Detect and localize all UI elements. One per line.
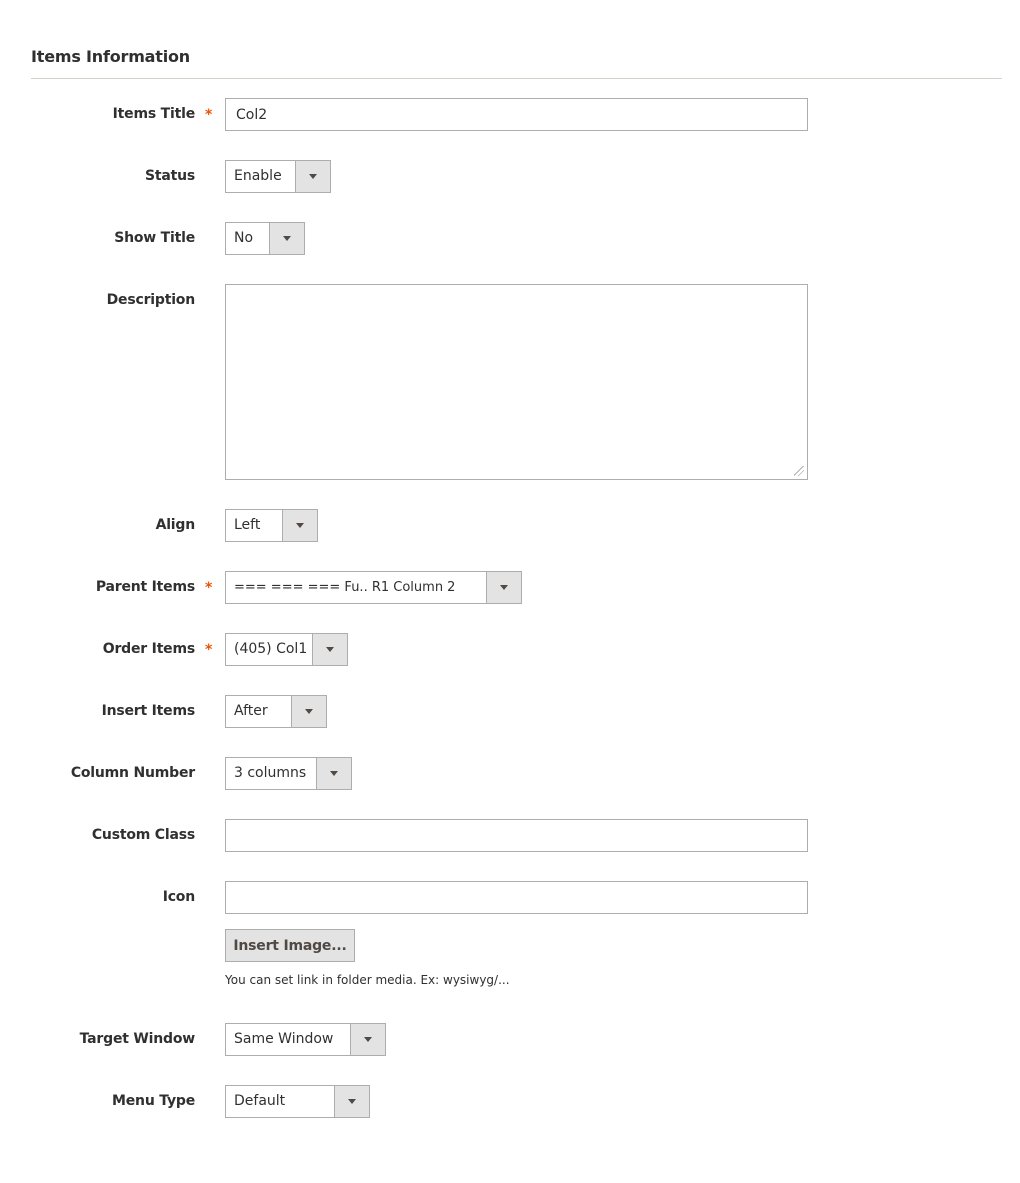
resize-grip-icon[interactable] xyxy=(794,466,804,476)
column-number-label: Column Number xyxy=(70,765,195,781)
show-title-select[interactable] xyxy=(225,222,305,255)
order-items-select-value: (405) Col1 xyxy=(234,641,308,657)
description-textarea[interactable] xyxy=(225,284,808,480)
chevron-down-icon xyxy=(316,758,351,789)
column-number-select-value: 3 columns xyxy=(234,765,307,781)
icon-label: Icon xyxy=(162,889,195,905)
chevron-down-icon xyxy=(334,1086,369,1117)
menu-type-select-value: Default xyxy=(234,1093,286,1109)
chevron-down-icon xyxy=(312,634,347,665)
align-select-value: Left xyxy=(234,517,261,533)
items-title-label: Items Title xyxy=(112,106,195,122)
insert-items-select-value: After xyxy=(234,703,268,719)
parent-items-select[interactable] xyxy=(225,571,522,604)
description-label: Description xyxy=(106,292,195,308)
insert-items-select[interactable] xyxy=(225,695,327,728)
section-divider xyxy=(31,78,1002,79)
parent-items-select-value: === === === Fu.. R1 Column 2 xyxy=(234,580,456,595)
column-number-select[interactable] xyxy=(225,757,352,790)
target-window-select-value: Same Window xyxy=(234,1031,334,1047)
icon-field-note: You can set link in folder media. Ex: wysiwyg/... xyxy=(225,973,510,987)
status-label: Status xyxy=(144,168,195,184)
align-label: Align xyxy=(155,517,195,533)
items-title-required-marker: * xyxy=(205,107,213,123)
parent-items-required-marker: * xyxy=(205,580,213,596)
chevron-down-icon xyxy=(291,696,326,727)
order-items-label: Order Items xyxy=(102,641,195,657)
chevron-down-icon xyxy=(282,510,317,541)
status-select-value: Enable xyxy=(234,168,282,184)
chevron-down-icon xyxy=(295,161,330,192)
icon-input[interactable] xyxy=(225,881,808,914)
chevron-down-icon xyxy=(486,572,521,603)
chevron-down-icon xyxy=(269,223,304,254)
target-window-select[interactable] xyxy=(225,1023,386,1056)
custom-class-input[interactable] xyxy=(225,819,808,852)
order-items-select[interactable] xyxy=(225,633,348,666)
items-title-input[interactable] xyxy=(225,98,808,131)
menu-type-label: Menu Type xyxy=(112,1093,195,1109)
show-title-select-value: No xyxy=(234,230,254,246)
custom-class-label: Custom Class xyxy=(91,827,195,843)
section-title: Items Information xyxy=(31,47,190,66)
insert-items-label: Insert Items xyxy=(101,703,195,719)
align-select[interactable] xyxy=(225,509,318,542)
show-title-label: Show Title xyxy=(114,230,195,246)
target-window-label: Target Window xyxy=(79,1031,195,1047)
status-select[interactable] xyxy=(225,160,331,193)
chevron-down-icon xyxy=(350,1024,385,1055)
insert-image-button[interactable]: Insert Image... xyxy=(225,929,355,962)
menu-type-select[interactable] xyxy=(225,1085,370,1118)
parent-items-label: Parent Items xyxy=(95,579,195,595)
order-items-required-marker: * xyxy=(205,642,213,658)
